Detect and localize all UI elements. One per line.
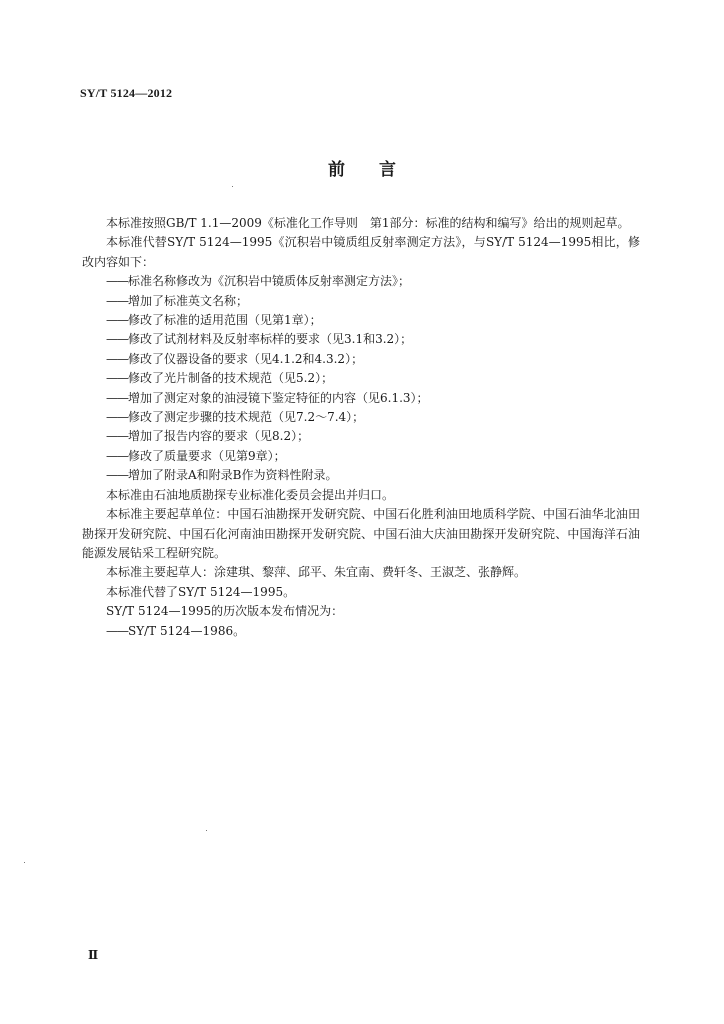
history-list <box>82 622 640 641</box>
paragraph-replaces: 本标准代替了SY/T 5124—1995。 <box>106 584 296 599</box>
list-item: ——增加了报告内容的要求（见8.2）； <box>82 427 640 446</box>
list-item: ——修改了仪器设备的要求（见4.1.2和4.3.2）； <box>82 350 640 369</box>
paragraph-history-intro: SY/T 5124—1995的历次版本发布情况为： <box>106 604 344 619</box>
scan-speck <box>232 186 233 187</box>
list-item: ——修改了质量要求（见第9章）； <box>82 447 640 466</box>
dash-marker: —— <box>106 274 128 289</box>
list-item: ——修改了测定步骤的技术规范（见7.2～7.4）； <box>82 408 640 427</box>
dash-marker: —— <box>106 448 128 463</box>
scan-speck <box>24 862 25 863</box>
scan-speck <box>206 830 207 831</box>
page-title: 前言 <box>328 160 430 180</box>
dash-marker: —— <box>106 468 128 483</box>
list-item: ——修改了标准的适用范围（见第1章）； <box>82 311 640 330</box>
dash-marker: —— <box>106 313 128 328</box>
list-item: ——标准名称修改为《沉积岩中镜质体反射率测定方法》； <box>82 272 640 291</box>
dash-marker: —— <box>106 623 128 638</box>
paragraph-drafters: 本标准主要起草人：涂建琪、黎萍、邱平、朱宜南、费轩冬、王淑芝、张静辉。 <box>106 565 527 580</box>
paragraph-drafting-units: 本标准主要起草单位：中国石油勘探开发研究院、中国石化胜利油田地质科学院、中国石油华北油田勘探开发研究院、中国石化河南油田勘探开发研究院、中国石油大庆油田勘探开发研究院、中国海洋石油能源发展钻采工程研究院。 <box>82 507 640 560</box>
dash-marker: —— <box>106 371 128 386</box>
list-item: ——SY/T 5124—1986。 <box>82 622 640 641</box>
dash-marker: —— <box>106 351 128 366</box>
standard-code-header: SY/T 5124—2012 <box>80 86 173 100</box>
list-item: ——修改了光片制备的技术规范（见5.2）； <box>82 369 640 388</box>
page-number: Ⅱ <box>88 948 99 962</box>
list-item: ——增加了附录A和附录B作为资料性附录。 <box>82 466 640 485</box>
paragraph-drafting-rules: 本标准按照GB/T 1.1—2009《标准化工作导则 第1部分：标准的结构和编写》给出的规则起草。 <box>106 216 630 230</box>
dash-marker: —— <box>106 410 128 425</box>
dash-marker: —— <box>106 390 128 405</box>
dash-marker: —— <box>106 293 128 308</box>
list-item: ——增加了标准英文名称； <box>82 292 640 311</box>
foreword-body <box>82 214 640 641</box>
dash-marker: —— <box>106 332 128 347</box>
dash-marker: —— <box>106 429 128 444</box>
paragraph-proposer: 本标准由石油地质勘探专业标准化委员会提出并归口。 <box>106 487 395 502</box>
list-item: ——修改了试剂材料及反射率标样的要求（见3.1和3.2）； <box>82 330 640 349</box>
changes-list <box>82 272 640 485</box>
list-item: ——增加了测定对象的油浸镜下鉴定特征的内容（见6.1.3）； <box>82 389 640 408</box>
paragraph-replacement: 本标准代替SY/T 5124—1995《沉积岩中镜质组反射率测定方法》，与SY/T 5124—1995相比，修改内容如下： <box>82 235 640 269</box>
